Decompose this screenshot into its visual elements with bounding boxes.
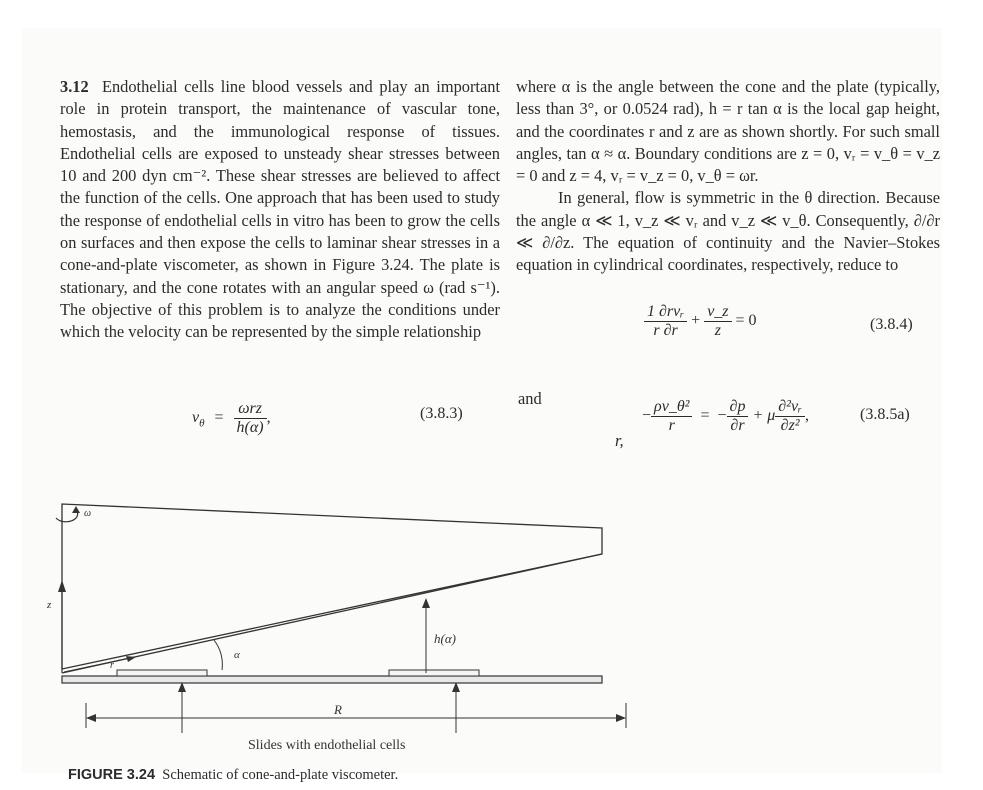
eq385a-plus: + μ xyxy=(752,407,776,425)
eq384-f1-den: r ∂r xyxy=(653,322,678,339)
eq385a-f2-den: ∂r xyxy=(730,417,745,434)
caption-text: Schematic of cone-and-plate viscometer. xyxy=(162,767,399,783)
problem-column xyxy=(60,76,500,344)
eq383-denominator: h(α) xyxy=(236,419,264,436)
eq384-f1-num: 1 ∂rvᵣ xyxy=(644,303,687,322)
eq383-lhs-sub: θ xyxy=(199,417,205,430)
h-arrowhead xyxy=(422,598,430,608)
eq385a-f3-den: ∂z² xyxy=(780,417,800,434)
eq385a-minus: − xyxy=(642,407,652,425)
eq385a-frac3 xyxy=(775,398,805,435)
cone-surface xyxy=(62,554,602,673)
R-arrow-right xyxy=(616,714,626,722)
z-arrowhead xyxy=(58,580,66,592)
eq385a-frac1 xyxy=(651,398,692,435)
plate xyxy=(62,676,602,683)
eq384-frac1 xyxy=(644,303,687,340)
eq383-label: (3.8.3) xyxy=(420,405,463,422)
textbook-page xyxy=(22,28,942,783)
eq385a-f2-num: ∂p xyxy=(727,398,749,417)
equation-3-8-4 xyxy=(644,303,757,340)
equation-3-8-5a xyxy=(642,398,809,435)
eq384-plus: + xyxy=(691,312,701,330)
eq383-trail: , xyxy=(266,409,271,427)
problem-text: Endothelial cells line blood vessels and play an important role in protein transport, the maintenance of vascular tone, hemostasis, and the immunological response of tissues. Endothelial cells are exposed to unsteady shear stresses between 10 and 200 dyn cm⁻². These shear stresses are believed to affect the function of the cells. One approach that has been used to study the response of endothelial cells in vitro has been to grow the cells on surfaces and then expose the cells to laminar shear stresses in a cone-and-plate viscometer, as shown in Figure 3.24. The plate is stationary, and the cone rotates with an angular speed ω (rad s⁻¹). The objective of this problem is to analyze the conditions under which the velocity can be represented by the simple relationship xyxy=(60,77,500,342)
eq384-label: (3.8.4) xyxy=(870,316,913,333)
r-word: r, xyxy=(615,431,624,450)
slides-label: Slides with endothelial cells xyxy=(248,738,406,753)
eq385a-f1-num: ρv_θ² xyxy=(651,398,692,417)
h-label: h(α) xyxy=(434,631,456,646)
right-column xyxy=(516,76,940,277)
eq383-equals: = xyxy=(214,409,224,427)
problem-paragraph xyxy=(60,76,500,344)
omega-label: ω xyxy=(84,508,92,519)
eq385a-f1-den: r xyxy=(668,417,675,434)
alpha-arc xyxy=(214,640,222,670)
eq385a-eq: = xyxy=(700,407,710,425)
equation-3-8-3 xyxy=(192,400,271,437)
problem-number: 3.12 xyxy=(60,77,89,96)
figure-caption xyxy=(68,767,398,784)
caption-label: FIGURE 3.24 xyxy=(68,767,156,783)
eq385a-label: (3.8.5a) xyxy=(860,406,910,423)
eq384-rhs: = 0 xyxy=(735,312,757,330)
alpha-label: α xyxy=(234,649,240,661)
omega-arrowhead xyxy=(72,506,80,513)
eq385a-minus2: − xyxy=(717,407,727,425)
slide-right xyxy=(389,670,479,676)
eq384-f2-num: v_z xyxy=(704,303,731,322)
z-label: z xyxy=(47,599,52,611)
eq385a-trail: , xyxy=(805,407,810,425)
eq383-lhs: v xyxy=(192,409,200,427)
right-para-1: where α is the angle between the cone and the plate (typically, less than 3°, or 0.0524 rad), h = r tan α is the local gap height, and the coordinates r and z are as shown shortly. For such small angles, tan α ≈ α. Boundary conditions are z = 0, vᵣ = v_θ = v_z = 0 and z = 4, vᵣ = v_z = 0, v_θ = ωr. xyxy=(516,77,940,186)
R-label: R xyxy=(334,702,342,717)
slide-left xyxy=(117,670,207,676)
eq384-f2-den: z xyxy=(714,322,721,339)
R-arrow-left xyxy=(86,714,96,722)
right-para-2: In general, flow is symmetric in the θ direction. Because the angle α ≪ 1, v_z ≪ vᵣ and v_z ≪ v_θ. Consequently, ∂/∂r ≪ ∂/∂z. The equation of continuity and the Navier–Stokes equation in cylindrical coordinates, respectively, reduce to xyxy=(516,188,940,275)
cone-outline xyxy=(62,504,602,669)
eq385a-frac2 xyxy=(727,398,749,435)
eq383-fraction xyxy=(234,400,267,437)
cone-plate-schematic xyxy=(47,498,642,758)
and-word: and xyxy=(518,389,542,408)
eq384-frac2 xyxy=(704,303,731,340)
r-label: r xyxy=(110,660,114,671)
r-arrowhead xyxy=(126,656,136,662)
eq383-numerator: ωrz xyxy=(234,400,267,419)
eq385a-f3-num: ∂²vᵣ xyxy=(775,398,805,417)
